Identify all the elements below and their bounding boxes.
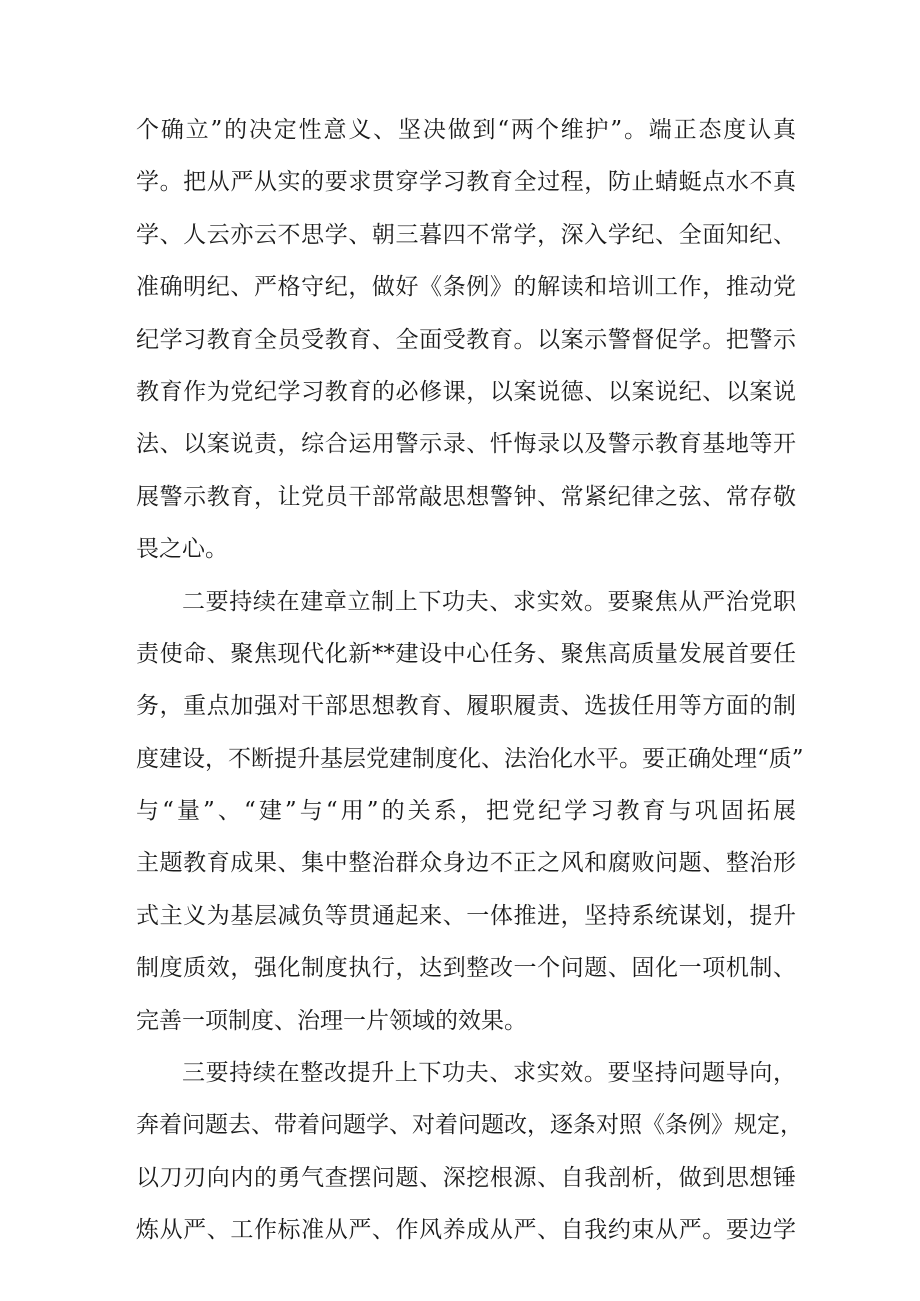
text-line: 三要持续在整改提升上下功夫、求实效。要坚持问题导向，	[182, 1060, 796, 1087]
text-line: 以刀刃向内的勇气查摆问题、深挖根源、自我剖析，做到思想锤	[136, 1164, 796, 1191]
text-line: 个确立”的决定性意义、坚决做到“两个维护”。端正态度认真	[136, 117, 796, 143]
text-line: 完善一项制度、治理一片领域的效果。	[136, 1007, 527, 1034]
text-line: 责使命、聚焦现代化新**建设中心任务、聚焦高质量发展首要任	[136, 640, 796, 667]
document-body	[136, 104, 804, 1257]
text-line: 纪学习教育全员受教育、全面受教育。以案示警督促学。把警示	[136, 326, 796, 353]
paragraph-2	[136, 576, 804, 1048]
text-line: 与“量”、“建”与“用”的关系，把党纪学习教育与巩固拓展	[136, 798, 796, 825]
text-line: 准确明纪、严格守纪，做好《条例》的解读和培训工作，推动党	[136, 274, 796, 301]
text-line: 奔着问题去、带着问题学、对着问题改，逐条对照《条例》规定，	[136, 1112, 803, 1139]
text-line: 式主义为基层减负等贯通起来、一体推进，坚持系统谋划，提升	[136, 902, 796, 929]
text-line: 炼从严、工作标准从严、作风养成从严、自我约束从严。要边学	[136, 1217, 796, 1244]
paragraph-3	[136, 1047, 803, 1257]
text-line: 教育作为党纪学习教育的必修课，以案说德、以案说纪、以案说	[136, 378, 796, 405]
text-line: 务，重点加强对干部思想教育、履职履责、选拔任用等方面的制	[136, 693, 796, 720]
text-line: 主题教育成果、集中整治群众身边不正之风和腐败问题、整治形	[136, 850, 796, 877]
text-line: 学。把从严从实的要求贯穿学习教育全过程，防止蜻蜓点水不真	[136, 169, 796, 196]
text-line: 制度质效，强化制度执行，达到整改一个问题、固化一项机制、	[136, 955, 796, 982]
text-line: 展警示教育，让党员干部常敲思想警钟、常紧纪律之弦、常存敬	[136, 483, 796, 510]
text-line: 畏之心。	[136, 536, 228, 563]
text-line: 学、人云亦云不思学、朝三暮四不常学，深入学纪、全面知纪、	[136, 221, 796, 248]
text-line: 度建设，不断提升基层党建制度化、法治化水平。要正确处理“质”	[136, 745, 804, 772]
text-line: 二要持续在建章立制上下功夫、求实效。要聚焦从严治党职	[182, 588, 796, 615]
paragraph-1	[136, 104, 796, 576]
text-line: 法、以案说责，综合运用警示录、忏悔录以及警示教育基地等开	[136, 431, 796, 458]
